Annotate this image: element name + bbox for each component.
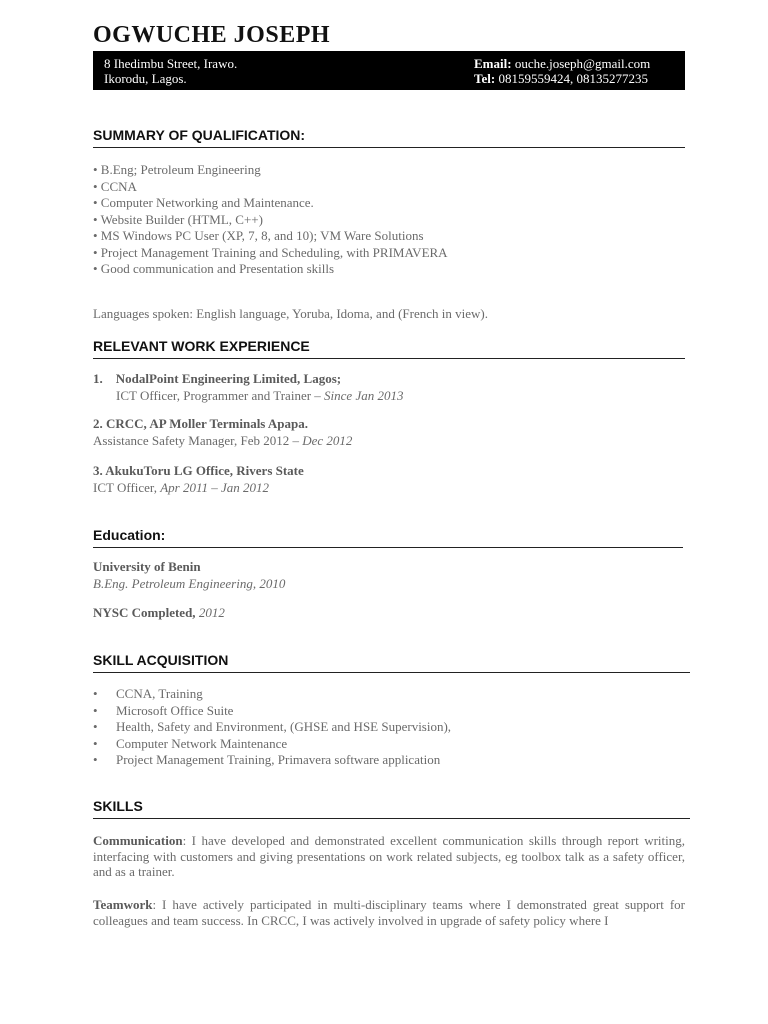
- job-period: Since Jan 2013: [324, 387, 404, 403]
- degree-name: B.Eng. Petroleum Engineering, 2010: [93, 575, 286, 591]
- address-line-2: Ikorodu, Lagos.: [104, 71, 187, 86]
- job-role: Assistance Safety Manager, Feb 2012 –: [93, 432, 303, 448]
- teamwork-label: Teamwork: [93, 897, 153, 912]
- skill-acquisition-item: • Project Management Training, Primavera software application: [93, 752, 451, 769]
- nysc-year: 2012: [195, 605, 225, 620]
- education-heading: Education:: [93, 527, 683, 548]
- skill-acquisition-item: • CCNA, Training: [93, 686, 451, 703]
- job-period: Apr 2011 – Jan 2012: [160, 479, 270, 495]
- summary-list: [93, 162, 448, 278]
- job-entry: [93, 416, 352, 449]
- communication-label: Communication: [93, 833, 183, 848]
- skill-acquisition-item: • Microsoft Office Suite: [93, 703, 451, 720]
- job-employer: 3. AkukuToru LG Office, Rivers State: [93, 463, 304, 478]
- communication-text: : I have developed and demonstrated excellent communication skills through report writing, interfacing with customers and giving presentations on work related subjects, eg toolbox talk as a safety officer, and as a trainer.: [93, 833, 685, 879]
- job-role: ICT Officer,: [93, 479, 161, 495]
- skill-acquisition-item: • Health, Safety and Environment, (GHSE and HSE Supervision),: [93, 719, 451, 736]
- summary-item: • Project Management Training and Scheduling, with PRIMAVERA: [93, 244, 448, 260]
- summary-item: • CCNA: [93, 178, 137, 194]
- job-period: Dec 2012: [302, 432, 353, 448]
- job-entry: [93, 463, 304, 496]
- summary-item: • MS Windows PC User (XP, 7, 8, and 10); VM Ware Solutions: [93, 228, 424, 243]
- tel-line: [474, 71, 650, 86]
- tel-label: Tel:: [474, 71, 496, 86]
- email-value: ouche.joseph@gmail.com: [514, 56, 651, 71]
- skill-acquisition-list: [93, 686, 451, 769]
- job-entry: [93, 371, 403, 404]
- teamwork-paragraph: [93, 897, 685, 928]
- candidate-name: OGWUCHE JOSEPH: [93, 22, 331, 48]
- summary-item: • Good communication and Presentation skills: [93, 261, 335, 276]
- summary-item: • Computer Networking and Maintenance.: [93, 195, 314, 210]
- languages-line: Languages spoken: English language, Yoruba, Idoma, and (French in view).: [93, 306, 488, 321]
- tel-value: 08159559424, 08135277235: [498, 71, 648, 86]
- school-name: University of Benin: [93, 559, 201, 574]
- skill-acquisition-heading: SKILL ACQUISITION: [93, 652, 690, 673]
- job-employer: 1. NodalPoint Engineering Limited, Lagos;: [93, 371, 342, 386]
- summary-item: • Website Builder (HTML, C++): [93, 211, 263, 227]
- contact-bar: [93, 51, 685, 90]
- job-employer: 2. CRCC, AP Moller Terminals Apapa.: [93, 416, 309, 431]
- skill-acquisition-item: • Computer Network Maintenance: [93, 736, 451, 753]
- nysc-label: NYSC Completed,: [93, 605, 196, 620]
- teamwork-text: : I have actively participated in multi-disciplinary teams where I demonstrated great support for colleagues and team success. In CRCC, I was actively involved in upgrade of safety policy where I: [93, 897, 685, 928]
- skills-heading: SKILLS: [93, 798, 690, 819]
- education-entry: [93, 559, 285, 592]
- address-block: [104, 56, 237, 86]
- summary-heading: SUMMARY OF QUALIFICATION:: [93, 127, 685, 148]
- job-role: ICT Officer, Programmer and Trainer –: [116, 387, 325, 403]
- experience-heading: RELEVANT WORK EXPERIENCE: [93, 338, 685, 359]
- communication-paragraph: [93, 833, 685, 880]
- email-line: [474, 56, 650, 71]
- address-line-1: 8 Ihedimbu Street, Irawo.: [104, 56, 238, 71]
- contact-details: [474, 56, 650, 86]
- nysc-entry: [93, 605, 225, 622]
- email-label: Email:: [474, 56, 512, 71]
- summary-item: • B.Eng; Petroleum Engineering: [93, 162, 261, 177]
